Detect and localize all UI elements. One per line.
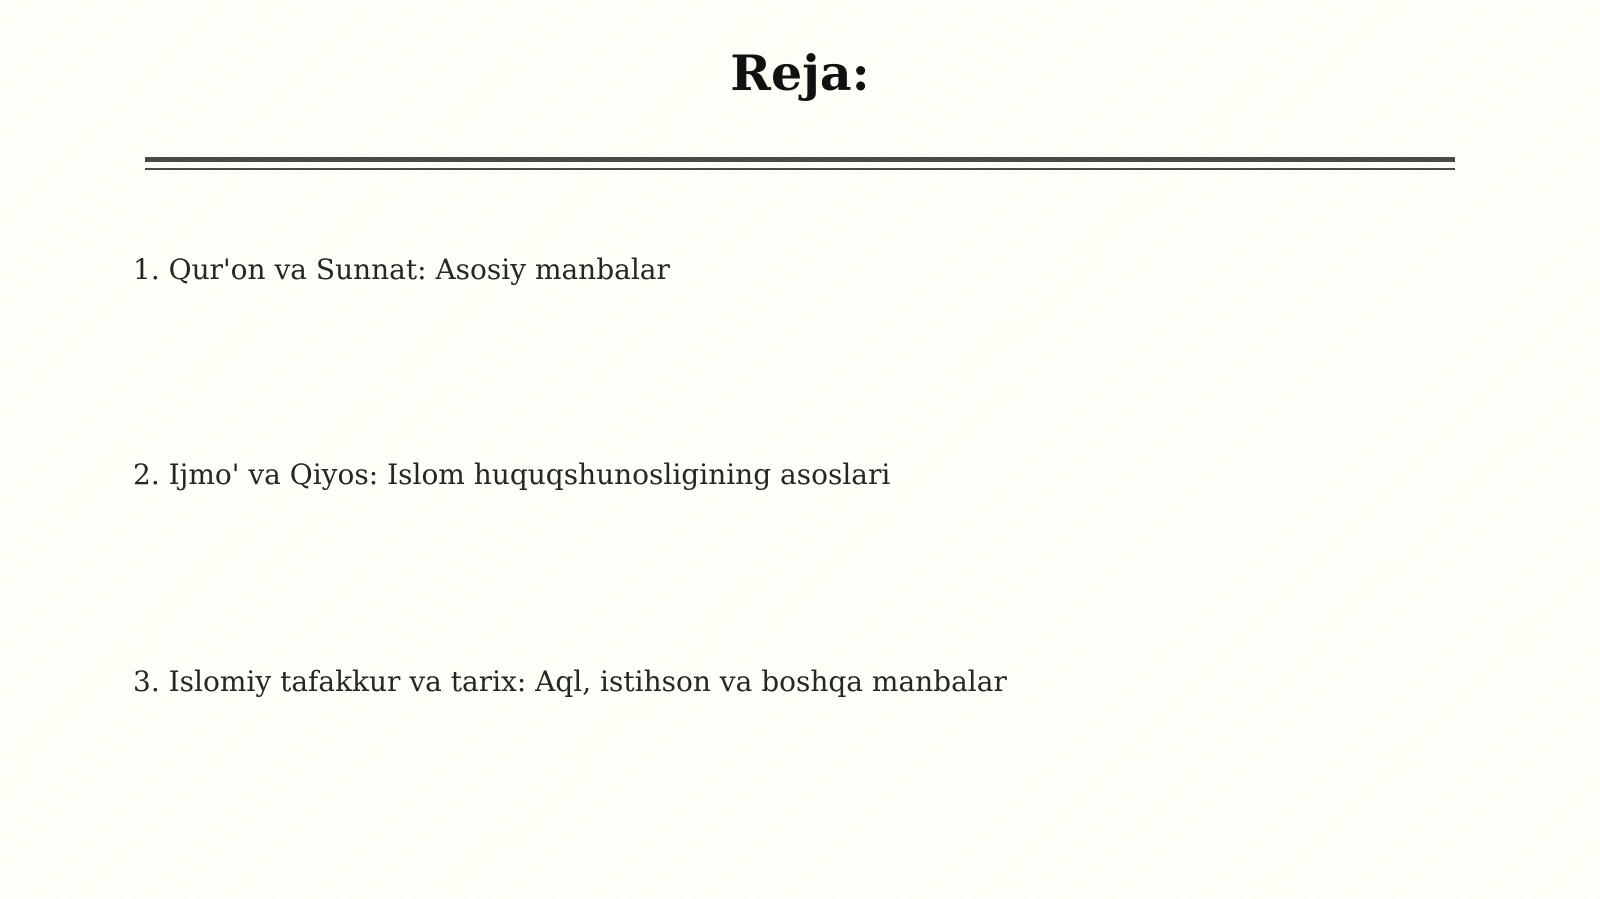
plan-item-2: 2. Ijmo' va Qiyos: Islom huquqshunosligining asoslari xyxy=(133,458,891,491)
title-divider-thick xyxy=(145,157,1455,162)
plan-item-1: 1. Qur'on va Sunnat: Asosiy manbalar xyxy=(133,253,670,286)
slide-title: Reja: xyxy=(730,44,870,102)
plan-item-3: 3. Islomiy tafakkur va tarix: Aql, istihson va boshqa manbalar xyxy=(133,665,1007,698)
title-divider-thin xyxy=(145,168,1455,170)
